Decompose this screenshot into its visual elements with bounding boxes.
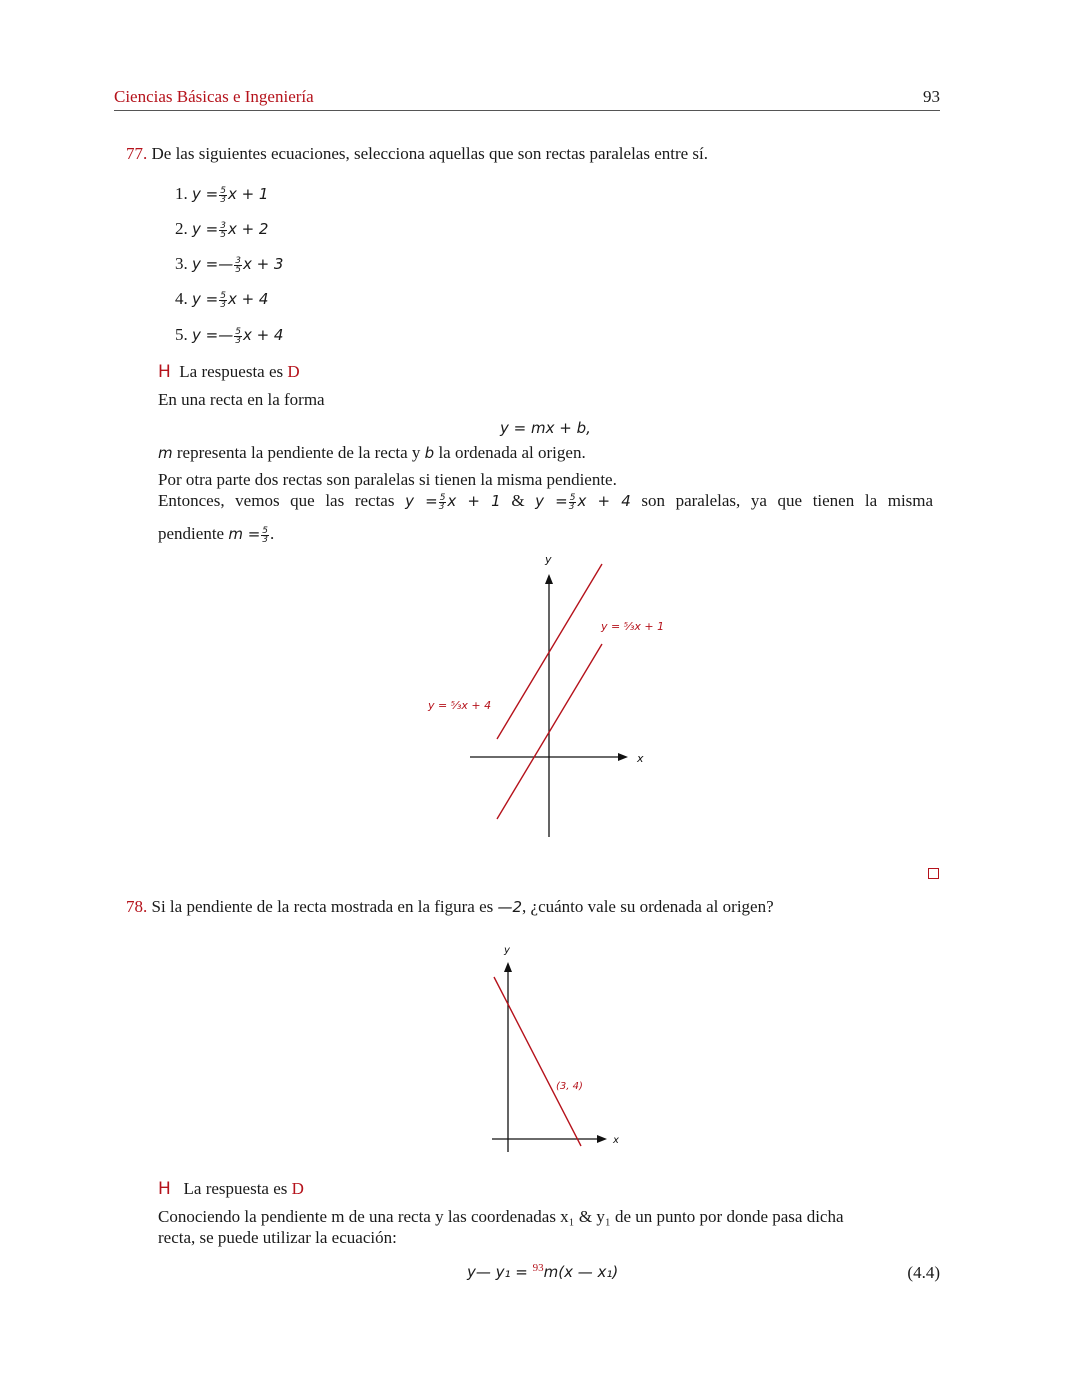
equation-point-slope: y— y₁ = $^{93}$m(x — x₁) [467,1262,619,1281]
answer-line-78 [158,1178,304,1200]
question-78 [126,896,774,918]
answer-line-77 [158,361,300,383]
answer-mark: H [158,362,171,382]
question-statement-b: , ¿cuánto vale su ordenada al origen? [522,897,774,916]
y-axis-label: y [504,945,510,956]
option-number: 3. [175,254,188,273]
question-number: 78. [126,897,148,916]
question-statement: De las siguientes ecuaciones, selecciona aquellas que son rectas paralelas entre sí. [151,144,709,163]
option-2: 2. y = $\frac{3}{5}$ x + 2 [175,219,269,240]
y-axis-arrow [545,574,553,584]
figure-parallel-lines [420,550,680,845]
x-axis-arrow [618,753,628,761]
x-axis-label: x [613,1135,619,1146]
slope-value: —2 [497,898,523,916]
y-axis-label: y [545,553,552,566]
line-slope-minus-2 [494,977,581,1146]
option-1: 1. y = $\frac{5}{3}$ x + 1 [175,184,269,205]
line1-label: y = ⁵⁄₃x + 1 [601,620,665,633]
option-3: 3. y =— $\frac{3}{5}$ x + 3 [175,254,284,275]
explanation-78-line-1: Conociendo la pendiente m de una recta y las coordenadas x₁ & y₁ de un punto por donde pasa dicha [158,1207,844,1226]
option-number: 2. [175,219,188,238]
question-77 [126,143,708,165]
answer-text: La respuesta es [179,362,284,381]
end-of-proof-square [928,868,939,879]
x-axis-label: x [637,752,644,765]
answer-mark: H [158,1179,171,1199]
option-rhs: x + 1 [227,185,269,203]
footnote-marker: 93 [532,1262,544,1274]
option-5: 5. y =— $\frac{5}{3}$ x + 4 [175,325,284,346]
figure-line-through-point [480,940,640,1160]
equation-slope-intercept: y = mx + b, [500,419,591,437]
answer-letter: D [291,1179,304,1198]
explanation-78-line-2: recta, se puede utilizar la ecuación: [158,1228,397,1247]
option-number: 4. [175,289,188,308]
option-number: 1. [175,184,188,203]
page-number: 93 [923,87,940,106]
option-number: 5. [175,325,188,344]
explanation-line-1: En una recta en la forma [158,390,325,409]
question-statement-a: Si la pendiente de la recta mostrada en la figura es [151,897,494,916]
explanation-line-2: m representa la pendiente de la recta y b la ordenada al origen. [158,443,586,462]
header-rule [114,110,940,111]
running-header-title: Ciencias Básicas e Ingeniería [114,87,314,106]
point-label: (3, 4) [556,1081,583,1092]
equation-number: (4.4) [907,1263,940,1282]
answer-letter: D [287,362,300,381]
explanation-line-4: Entonces, vemos que las rectas y = $\frac{5}{3}$ x + 1 & y = $\frac{5}{3}$ x + 4 son paralelas, ya que tienen la misma [158,491,934,512]
line2-label: y = ⁵⁄₃x + 4 [428,699,492,712]
question-number: 77. [126,144,148,163]
explanation-line-3: Por otra parte dos rectas son paralelas si tienen la misma pendiente. [158,470,617,489]
explanation-line-5: pendiente m = $\frac{5}{3}$ . [158,524,275,545]
answer-text: La respuesta es [183,1179,288,1198]
option-lhs: y = [192,185,219,203]
option-4: 4. y = $\frac{5}{3}$ x + 4 [175,289,269,310]
x-axis-arrow [597,1135,607,1143]
y-axis-arrow [504,962,512,972]
